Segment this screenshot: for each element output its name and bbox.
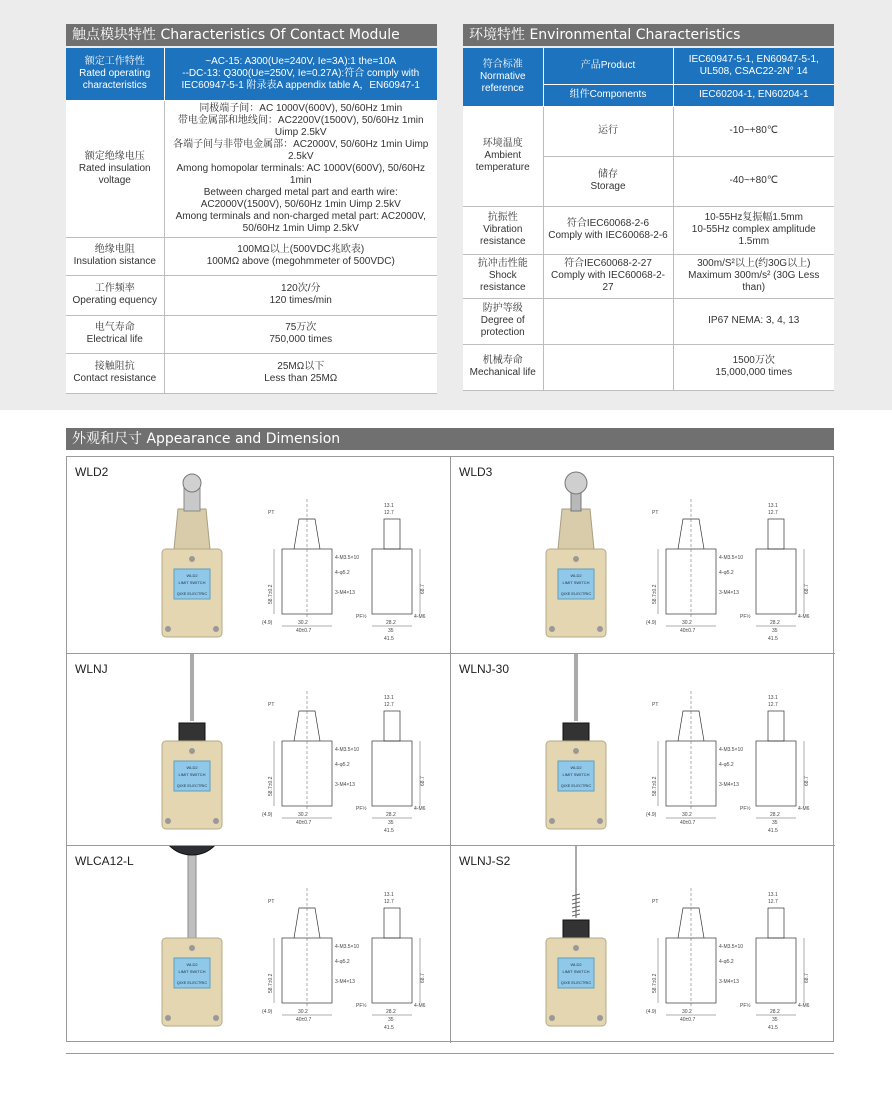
text-line: Between charged metal part and earth wire: (203, 186, 398, 198)
env-row (463, 254, 834, 298)
text-line: 额定工作特性 (84, 55, 145, 67)
dimension-label: 13.1 (384, 503, 394, 509)
text-line: --DC-13: Q300(Ue=250V, Ie=0.27A):符合 comply with (182, 67, 420, 79)
text-line: AC2000V(1500V), 50/60Hz 1min Uimp 2.5kV (200, 198, 401, 210)
dimension-label: 3-M4×13 (335, 782, 355, 788)
contact-row (66, 275, 437, 315)
text-line: 符合IEC60068-2-6 (566, 218, 650, 229)
dimension-label: 13.1 (768, 503, 778, 509)
model-cell-wlnj-30 (451, 654, 835, 846)
mount-screw (573, 945, 579, 951)
text-line: Shock resistance (479, 270, 526, 293)
model-name: WLCA12-L (75, 854, 134, 868)
label-text: LIMIT SWITCH (178, 580, 206, 585)
row-value (164, 48, 437, 100)
row-value (164, 100, 437, 237)
row-value (673, 298, 834, 344)
text-line: Electrical life (86, 334, 143, 345)
side-view-body (372, 549, 412, 614)
dimension-label: 58.7±0.2 (652, 584, 658, 604)
side-view-head (384, 711, 400, 741)
dimension-label: PF½ (356, 1003, 367, 1009)
dimension-label: 13.1 (768, 695, 778, 701)
row-label (66, 48, 164, 100)
row-value (673, 106, 834, 156)
text-line: 各端子间与非带电金属部：AC2000V, 50/60Hz 1min Uimp 2.5kV (173, 138, 429, 162)
dimension-label: 4-M3.5×10 (719, 747, 744, 753)
appearance-section-header: 外观和尺寸 Appearance and Dimension (66, 428, 834, 450)
dimension-label: 58.7±0.2 (652, 776, 658, 796)
row-standard (543, 254, 673, 298)
dimension-label: 30.2 (298, 1009, 308, 1015)
text-line: -40~+80℃ (729, 175, 778, 186)
text-line: 绝缘电阻 (94, 244, 135, 255)
dimension-label: 40±0.7 (296, 1017, 312, 1023)
contact-row (66, 48, 437, 100)
row-value (164, 275, 437, 315)
row-value (673, 344, 834, 390)
text-line: 100MΩ above (megohmmeter of 500VDC) (206, 256, 395, 267)
mount-screw (573, 748, 579, 754)
dimension-label: 41.5 (768, 636, 778, 642)
row-label (66, 237, 164, 275)
text-line: Among terminals and non-charged metal part: AC2000V, (175, 210, 426, 222)
dimension-label: 30.2 (682, 620, 692, 626)
row-sublabel (543, 48, 673, 84)
lever-wheel (160, 846, 224, 855)
mount-screw (189, 945, 195, 951)
text-line: 100MΩ以上(500VDC兆欧表) (237, 244, 365, 255)
text-line: protection (480, 327, 525, 338)
contact-row (66, 353, 437, 393)
dimension-label: 4-M3.5×10 (719, 555, 744, 561)
dimension-label: 12.7 (384, 510, 394, 516)
model-cell-wld3 (451, 457, 835, 654)
actuator-cap (563, 723, 589, 743)
dimension-label: PF½ (740, 1003, 751, 1009)
mount-screw (165, 626, 171, 632)
dimension-label: 12.7 (768, 702, 778, 708)
dimension-label: 40±0.7 (680, 820, 696, 826)
label-text: QIXE ELECTRIC (176, 783, 208, 788)
side-view-head (768, 908, 784, 938)
contact-row (66, 100, 437, 237)
dimension-label: 58.7±0.2 (268, 776, 274, 796)
dimension-label: 4-M3.5×10 (335, 944, 360, 950)
row-value (164, 315, 437, 353)
dimension-label: 35 (772, 1017, 778, 1023)
text-line: Contact resistance (73, 373, 157, 384)
dimension-label: 41.5 (384, 1025, 394, 1031)
label-text: WLD2 (186, 573, 198, 578)
actuator-cap (563, 920, 589, 940)
text-line: UL508, CSAC22-2N° 14 (699, 65, 808, 77)
text-line: Maximum 300m/s² (30G Less than) (688, 270, 820, 293)
dimension-label: 28.2 (386, 1009, 396, 1015)
text-line: 符合IEC60068-2-27 (564, 258, 652, 269)
mount-screw (597, 818, 603, 824)
text-line: temperature (475, 162, 530, 173)
row-label (66, 275, 164, 315)
text-line: Storage (590, 181, 626, 192)
text-line: voltage (98, 174, 131, 186)
dimension-label: 12.7 (384, 899, 394, 905)
text-line: Ambient (484, 150, 522, 161)
dimension-label: 40±0.7 (296, 820, 312, 826)
dimension-label: PT (652, 510, 659, 516)
row-label (463, 298, 543, 344)
model-cell-wlnj (67, 654, 451, 846)
contact-section-header: 触点模块特性 Characteristics Of Contact Module (66, 24, 437, 46)
label-text: QIXE ELECTRIC (560, 591, 592, 596)
dimension-label: 28.2 (770, 1009, 780, 1015)
row-value (673, 84, 834, 106)
dimension-label: 28.2 (386, 812, 396, 818)
text-line: Rated insulation (78, 162, 151, 174)
row-label (463, 254, 543, 298)
mount-screw (213, 818, 219, 824)
dimension-label: PT (268, 899, 275, 905)
dimension-label: 30.2 (682, 812, 692, 818)
label-text: WLD2 (570, 765, 582, 770)
row-value (164, 237, 437, 275)
text-line: 储存 (598, 169, 618, 180)
mount-screw (189, 748, 195, 754)
model-name: WLNJ (75, 662, 108, 676)
dimension-label: 58.7±0.2 (652, 973, 658, 993)
environment-section-header: 环境特性 Environmental Characteristics (463, 24, 834, 46)
dimension-label: PF½ (356, 614, 367, 620)
text-line: 抗冲击性能 (477, 258, 528, 269)
dimension-label: 4-φ5.2 (335, 959, 350, 965)
label-text: LIMIT SWITCH (562, 969, 590, 974)
dimension-label: PT (652, 899, 659, 905)
text-line: 抗振性 (487, 212, 518, 223)
actuator-head (174, 509, 210, 549)
row-standard (543, 206, 673, 254)
text-line: Among homopolar terminals: AC 1000V(600V), 50/60Hz 1min (176, 162, 425, 186)
text-line: 120次/分 (281, 283, 321, 294)
dimension-label: 3-M4×13 (335, 979, 355, 985)
text-line: 120 times/min (269, 295, 332, 306)
row-sublabel (543, 106, 673, 156)
env-row (463, 298, 834, 344)
text-line: 组件Components (569, 89, 647, 100)
dimension-label: 68.7 (804, 584, 810, 594)
dimension-label: 35 (772, 820, 778, 826)
footer-divider (66, 1053, 834, 1054)
dimension-label: 40±0.7 (680, 628, 696, 634)
row-label (463, 206, 543, 254)
dimension-label: 30.2 (298, 812, 308, 818)
label-text: WLD2 (186, 962, 198, 967)
dimension-label: (4.9) (646, 1009, 657, 1015)
side-view-head (384, 519, 400, 549)
label-text: QIXE ELECTRIC (560, 980, 592, 985)
dimension-label: 4-M6 (414, 806, 426, 812)
row-sublabel (543, 84, 673, 106)
text-line: 环境温度 (482, 138, 523, 149)
text-line: reference (481, 82, 524, 94)
mount-screw (213, 626, 219, 632)
dimension-label: 68.7 (420, 973, 426, 983)
row-label (66, 353, 164, 393)
text-line: 25MΩ以下 (277, 361, 325, 372)
dimension-label: 68.7 (804, 973, 810, 983)
dimension-label: (4.9) (262, 620, 273, 626)
row-value (673, 206, 834, 254)
model-name: WLD2 (75, 465, 109, 479)
dimension-label: 4-M6 (414, 614, 426, 620)
roller (183, 474, 201, 492)
side-view-body (756, 741, 796, 806)
mount-screw (189, 556, 195, 562)
environment-characteristics-table (463, 48, 834, 391)
label-text: LIMIT SWITCH (562, 580, 590, 585)
text-line: Mechanical life (469, 367, 536, 378)
dimension-label: 4-M6 (798, 614, 810, 620)
dimension-label: 4-φ5.2 (719, 570, 734, 576)
actuator-cap (179, 723, 205, 743)
model-name: WLNJ-S2 (459, 854, 511, 868)
dimension-label: 13.1 (384, 892, 394, 898)
dimension-label: 35 (772, 628, 778, 634)
text-line: Normative (479, 70, 526, 82)
text-line: ~AC-15: A300(Ue=240V, Ie=3A):1 the=10A (205, 55, 397, 67)
text-line: Less than 25MΩ (264, 373, 338, 384)
dimension-label: 30.2 (298, 620, 308, 626)
dimension-label: 28.2 (770, 620, 780, 626)
dimension-label: PF½ (740, 806, 751, 812)
text-line: 75万次 (285, 322, 317, 333)
dimension-label: PT (652, 702, 659, 708)
text-line: Comply with IEC60068-2-27 (551, 270, 665, 293)
text-line: 防护等级 (482, 303, 523, 314)
dimension-label: 12.7 (768, 899, 778, 905)
row-label (463, 106, 543, 206)
env-row (463, 48, 834, 84)
mount-screw (597, 626, 603, 632)
dimension-label: 35 (388, 1017, 394, 1023)
text-line: Insulation sistance (73, 256, 156, 267)
dimension-label: 35 (388, 820, 394, 826)
row-sublabel (543, 156, 673, 206)
dimension-label: 4-φ5.2 (719, 762, 734, 768)
mount-screw (573, 556, 579, 562)
env-row (463, 106, 834, 156)
label-text: LIMIT SWITCH (178, 969, 206, 974)
dimension-label: 68.7 (420, 776, 426, 786)
lever-arm (188, 846, 196, 938)
dimension-label: 41.5 (384, 828, 394, 834)
dimension-label: 3-M4×13 (335, 590, 355, 596)
text-line: 运行 (598, 125, 618, 136)
dimension-label: 4-φ5.2 (335, 570, 350, 576)
text-line: 接触阻抗 (94, 361, 135, 372)
dimension-label: 13.1 (384, 695, 394, 701)
dimension-label: 3-M4×13 (719, 590, 739, 596)
row-label (463, 344, 543, 390)
label-text: LIMIT SWITCH (178, 772, 206, 777)
row-standard (543, 298, 673, 344)
text-line: 同极端子间：AC 1000V(600V), 50/60Hz 1min (199, 102, 403, 114)
label-text: WLD2 (186, 765, 198, 770)
dimension-label: 3-M4×13 (719, 979, 739, 985)
mount-screw (549, 1015, 555, 1021)
dimension-label: 28.2 (386, 620, 396, 626)
text-line: IEC60947-5-1, EN60947-5-1, (688, 53, 819, 65)
dimension-label: 12.7 (384, 702, 394, 708)
row-value (673, 156, 834, 206)
row-label (463, 48, 543, 106)
dimension-label: 40±0.7 (296, 628, 312, 634)
model-cell-wld2 (67, 457, 451, 654)
label-text: LIMIT SWITCH (562, 772, 590, 777)
text-line: IEC60204-1, EN60204-1 (698, 89, 809, 100)
dimension-label: PT (268, 702, 275, 708)
side-view-body (756, 938, 796, 1003)
dimension-label: 28.2 (770, 812, 780, 818)
text-line: 1500万次 (732, 355, 775, 366)
ball-plunger (565, 472, 587, 494)
text-line: Uimp 2.5kV (274, 126, 327, 138)
dimension-label: 4-M6 (798, 806, 810, 812)
dimension-label: 35 (388, 628, 394, 634)
dimension-label: 4-φ5.2 (335, 762, 350, 768)
dimension-label: (4.9) (646, 620, 657, 626)
text-line: 50/60Hz 1min Uimp 2.5kV (242, 222, 359, 234)
dimension-label: PT (268, 510, 275, 516)
env-row (463, 206, 834, 254)
text-line: 750,000 times (269, 334, 333, 345)
text-line: -10~+80℃ (729, 125, 778, 136)
mount-screw (549, 626, 555, 632)
dimension-label: 13.1 (768, 892, 778, 898)
row-standard (543, 344, 673, 390)
dimension-label: 41.5 (384, 636, 394, 642)
text-line: IP67 NEMA: 3, 4, 13 (708, 315, 800, 326)
dimension-label: (4.9) (262, 812, 273, 818)
dimension-label: 4-φ5.2 (719, 959, 734, 965)
actuator-head (558, 509, 594, 549)
text-line: 额定绝缘电压 (84, 150, 145, 162)
text-line: 电气寿命 (94, 322, 135, 333)
dimension-label: 58.7±0.2 (268, 584, 274, 604)
label-text: QIXE ELECTRIC (176, 980, 208, 985)
side-view-head (384, 908, 400, 938)
dimension-label: 4-M6 (414, 1003, 426, 1009)
text-line: resistance (479, 236, 526, 247)
model-name: WLD3 (459, 465, 493, 479)
dimension-label: PF½ (740, 614, 751, 620)
model-name: WLNJ-30 (459, 662, 510, 676)
side-view-body (372, 938, 412, 1003)
side-view-head (768, 519, 784, 549)
label-text: QIXE ELECTRIC (560, 783, 592, 788)
mount-screw (165, 1015, 171, 1021)
dimension-label: 3-M4×13 (719, 782, 739, 788)
dimension-label: 12.7 (768, 510, 778, 516)
dimension-label: 30.2 (682, 1009, 692, 1015)
env-row (463, 344, 834, 390)
text-line: 符合标准 (482, 58, 523, 70)
dimension-label: 4-M3.5×10 (335, 747, 360, 753)
mount-screw (549, 818, 555, 824)
dimension-label: 40±0.7 (680, 1017, 696, 1023)
row-label (66, 315, 164, 353)
text-line: Operating equency (72, 295, 157, 306)
text-line: 机械寿命 (482, 355, 523, 366)
side-view-body (372, 741, 412, 806)
text-line: Vibration (483, 224, 523, 235)
text-line: 15,000,000 times (715, 367, 793, 378)
contact-row (66, 315, 437, 353)
row-value (673, 48, 834, 84)
label-text: WLD2 (570, 573, 582, 578)
text-line: 带电金属部和地线间：AC2200V(1500V), 50/60Hz 1min (177, 114, 424, 126)
dimension-label: (4.9) (646, 812, 657, 818)
text-line: 10-55Hz复振幅1.5mm (704, 212, 803, 223)
text-line: characteristics (82, 79, 147, 91)
mount-screw (165, 818, 171, 824)
dimension-label: 4-M6 (798, 1003, 810, 1009)
dimension-grid (66, 456, 834, 1042)
dimension-label: 68.7 (420, 584, 426, 594)
model-cell-wlca12-l (67, 846, 451, 1043)
contact-row (66, 237, 437, 275)
text-line: 300m/S²以上(约30G以上) (697, 258, 811, 269)
row-value (164, 353, 437, 393)
text-line: IEC60947-5-1 附录表A appendix table A，EN60947-1 (181, 79, 420, 91)
label-text: WLD2 (570, 962, 582, 967)
side-view-body (756, 549, 796, 614)
text-line: Comply with IEC60068-2-6 (548, 230, 668, 241)
dimension-label: PF½ (356, 806, 367, 812)
text-line: 10-55Hz complex amplitude 1.5mm (691, 224, 816, 247)
row-label (66, 100, 164, 237)
dimension-label: 4-M3.5×10 (335, 555, 360, 561)
text-line: Rated operating (79, 67, 151, 79)
model-cell-wlnj-s2 (451, 846, 835, 1043)
side-view-head (768, 711, 784, 741)
dimension-label: 41.5 (768, 828, 778, 834)
label-text: QIXE ELECTRIC (176, 591, 208, 596)
text-line: 工作频率 (94, 283, 135, 294)
mount-screw (213, 1015, 219, 1021)
dimension-label: (4.9) (262, 1009, 273, 1015)
contact-characteristics-table (66, 48, 437, 394)
dimension-label: 41.5 (768, 1025, 778, 1031)
mount-screw (597, 1015, 603, 1021)
dimension-label: 68.7 (804, 776, 810, 786)
row-value (673, 254, 834, 298)
text-line: Degree of (480, 315, 525, 326)
dimension-label: 58.7±0.2 (268, 973, 274, 993)
text-line: 产品Product (580, 59, 636, 71)
dimension-label: 4-M3.5×10 (719, 944, 744, 950)
